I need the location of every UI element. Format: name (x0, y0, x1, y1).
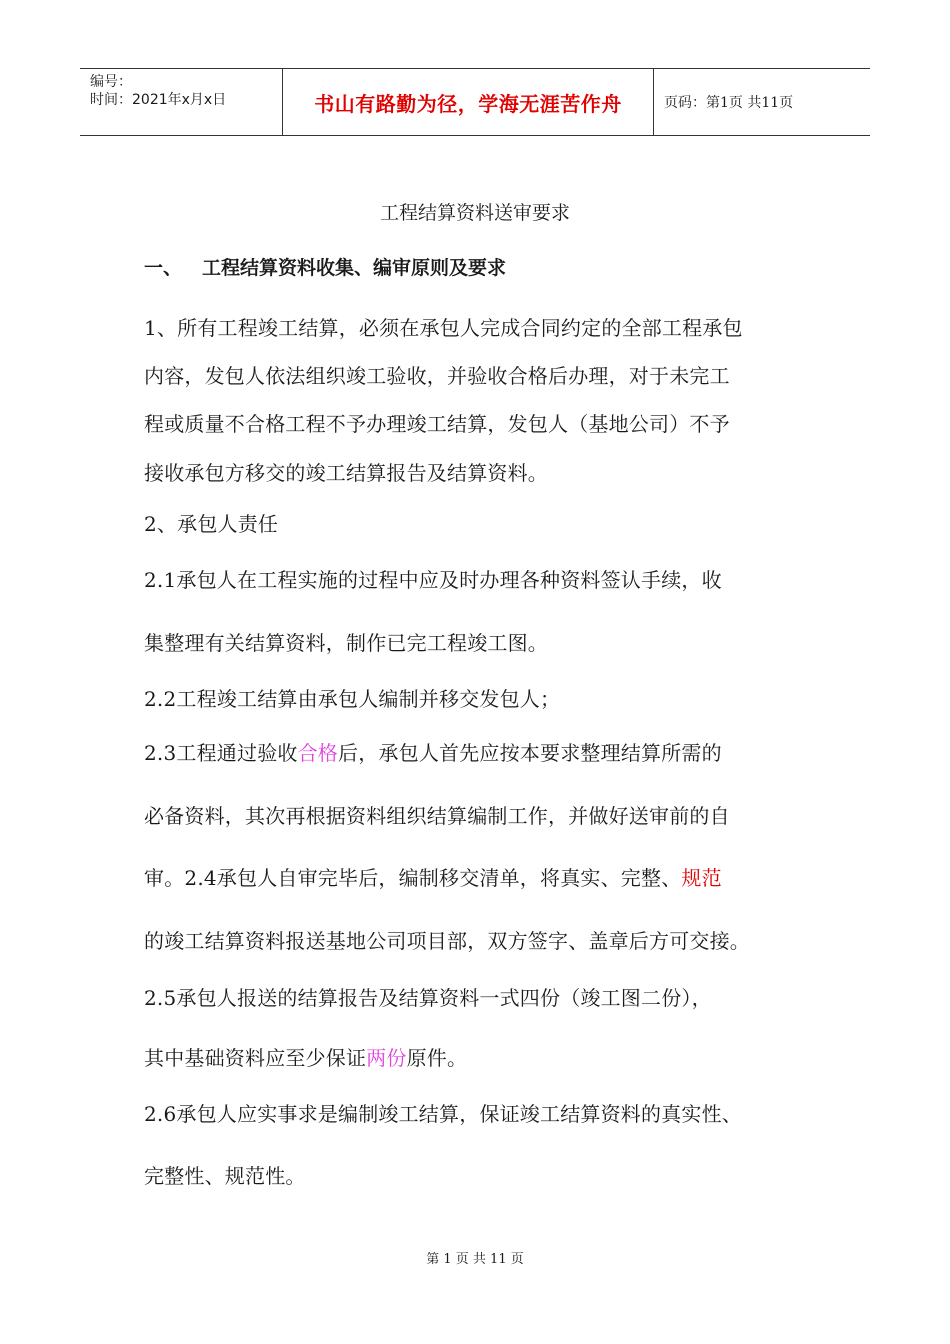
number-label: 编号： (90, 74, 132, 90)
paragraph-line: 1、所有工程竣工结算，必须在承包人完成合同约定的全部工程承包 (144, 316, 743, 340)
document-title: 工程结算资料送审要求 (379, 202, 570, 224)
paragraph-line: 2.5承包人报送的结算报告及结算资料一式四份（竣工图二份）， (144, 986, 712, 1010)
paragraph-line (144, 737, 722, 766)
header-meta (80, 69, 282, 135)
text-segment: 审。2.4承包人自审完毕后，编制移交清单，将真实、完整、 (144, 866, 682, 890)
section-title: 工程结算资料收集、编审原则及要求 (202, 257, 507, 279)
page-footer: 第 1 页 共 11 页 (426, 1252, 524, 1267)
highlight-two-copies: 两份 (366, 1046, 407, 1070)
header-page-info: 页码：第1页 共11页 (664, 95, 794, 111)
paragraph-line: 的竣工结算资料报送基地公司项目部，双方签字、盖章后方可交接。 (144, 929, 750, 953)
highlight-qualified: 合格 (297, 741, 339, 765)
section-heading (144, 253, 506, 280)
paragraph-line: 内容，发包人依法组织竣工验收，并验收合格后办理，对于未完工 (144, 364, 730, 388)
paragraph-line (144, 1042, 467, 1071)
paragraph-line: 必备资料，其次再根据资料组织结算编制工作，并做好送审前的自 (144, 804, 730, 828)
paragraph-line: 2.2工程竣工结算由承包人编制并移交发包人； (144, 687, 561, 711)
page-header (80, 68, 870, 136)
paragraph-line: 2.1承包人在工程实施的过程中应及时办理各种资料签认手续，收 (144, 568, 722, 592)
paragraph-line: 2、承包人责任 (144, 512, 279, 536)
paragraph-line: 集整理有关结算资料，制作已完工程竣工图。 (144, 631, 548, 655)
header-motto-cell (282, 69, 654, 135)
highlight-standard: 规范 (681, 866, 722, 890)
motto: 书山有路勤为径，学海无涯苦作舟 (314, 91, 622, 116)
paragraph-line (144, 862, 722, 891)
time-label: 时间：2021年x月x日 (90, 92, 227, 108)
paragraph-line: 程或质量不合格工程不予办理竣工结算，发包人（基地公司）不予 (144, 412, 730, 436)
paragraph-line: 2.6承包人应实事求是编制竣工结算，保证竣工结算资料的真实性、 (144, 1102, 743, 1126)
text-segment: 2.3工程通过验收 (144, 741, 298, 765)
section-number: 一、 (144, 257, 183, 279)
paragraph-line: 完整性、规范性。 (144, 1164, 306, 1188)
text-segment: 后，承包人首先应按本要求整理结算所需的 (338, 741, 722, 765)
text-segment: 其中基础资料应至少保证 (144, 1046, 367, 1070)
text-segment: 原件。 (406, 1046, 468, 1070)
paragraph-line: 接收承包方移交的竣工结算报告及结算资料。 (144, 461, 548, 485)
